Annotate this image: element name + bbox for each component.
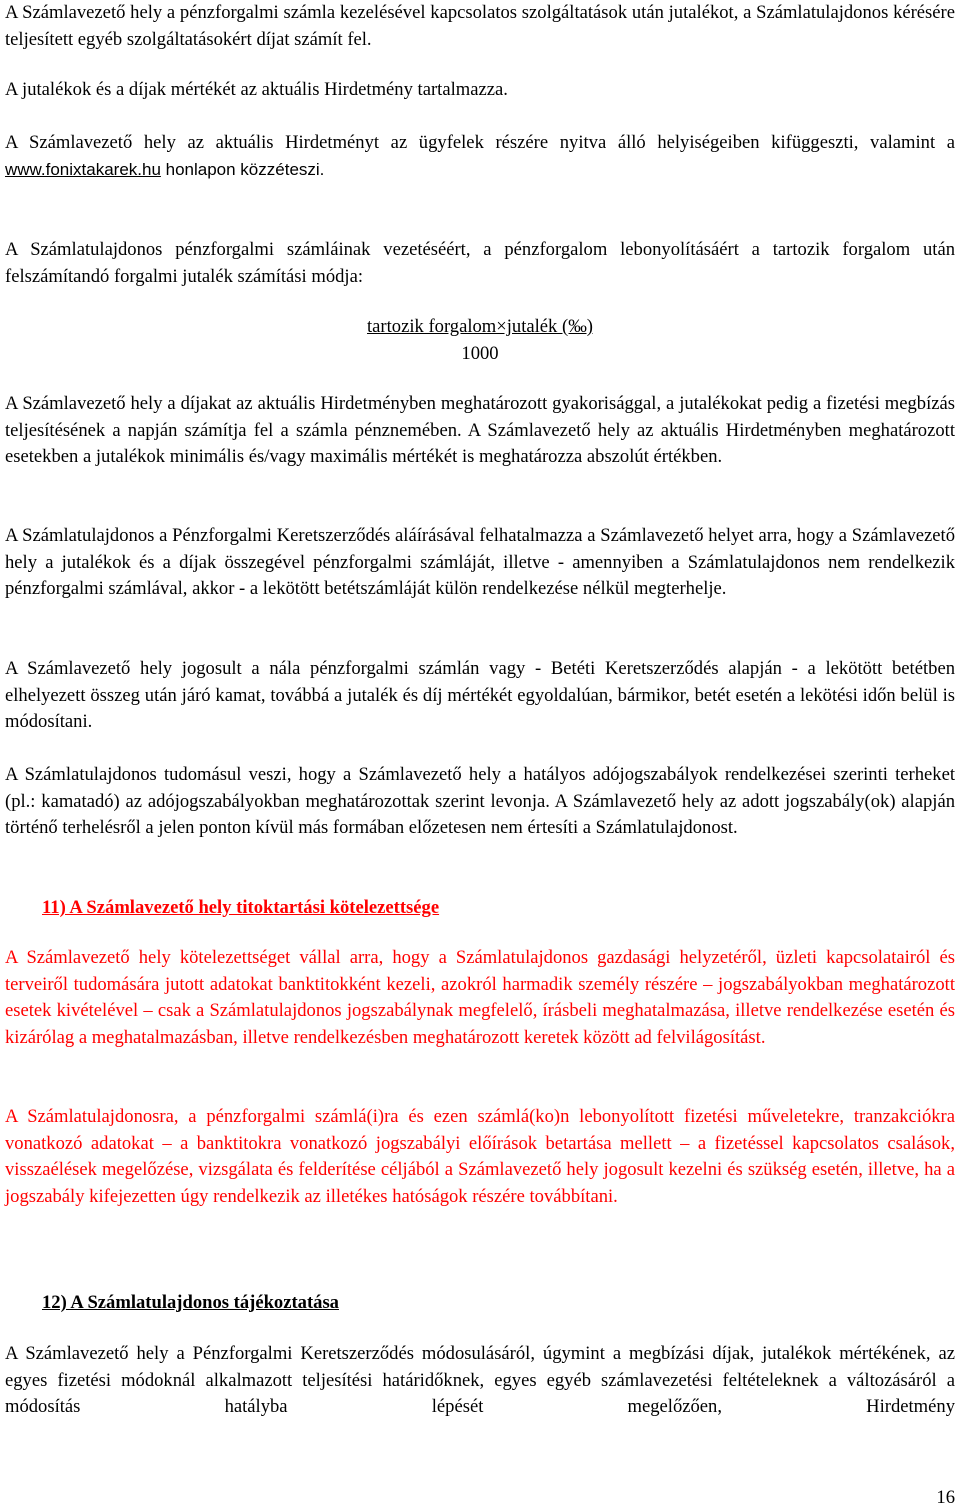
paragraph-fees-hirdetmeny: A jutalékok és a díjak mértékét az aktuális Hirdetmény tartalmazza. [5, 79, 508, 100]
paragraph-hirdetmeny-publish-text: A Számlavezető hely az aktuális Hirdetményt az ügyfelek részére nyitva álló helyiségeiben kifüggeszti, valamint a [5, 132, 955, 153]
website-link[interactable]: www.fonixtakarek.hu [5, 159, 161, 179]
paragraph-bank-secrecy: A Számlavezető hely kötelezettséget vállal arra, hogy a Számlatulajdonos gazdasági helyzetéről, üzleti kapcsolatairól és terveiről tudomására jutott adatokat banktitokként kezeli, azokról harmadik személy részére – jogszabályokban meghatározott esetek kivételével – csak a Számlatulajdonos jogszabálynak megfelelő, írásbeli meghatalmazása, illetve rendelkezése esetén és kizárólag a meghatalmazásban, illetve rendelkezésben meghatározott keretek között ad felvilágosítást. [5, 947, 955, 1048]
paragraph-client-information: A Számlavezető hely a Pénzforgalmi Keretszerződés módosulásáról, úgymint a megbízási díjak, jutalékok mértékének, az egyes fizetési módoknál alkalmazott teljesítési határidőknek, egyes egyéb számlavezetési feltételeknek a változásáról a módosítás hatályba lépését megelőzően, Hirdetmény [5, 1343, 955, 1417]
formula-numerator: tartozik forgalom×jutalék (‰) [367, 316, 593, 337]
formula-denominator: 1000 [461, 342, 499, 364]
paragraph-rate-modification: A Számlavezető hely jogosult a nála pénzforgalmi számlán vagy - Betéti Keretszerződés alapján - a lekötött betétben elhelyezett összeg után járó kamat, továbbá a jutalék és díj mértékét egyoldalúan, bármikor, betét esetén a lekötési időn belül is módosítani. [5, 658, 955, 732]
commission-formula [5, 314, 955, 367]
paragraph-fee-timing: A Számlavezető hely a díjakat az aktuális Hirdetményben meghatározott gyakorisággal, a jutalékokat pedig a fizetési megbízás teljesítésének a napján számítja fel a számla pénznemében. A Számlavezető hely az aktuális Hirdetményben meghatározott esetekben a jutalékok minimális és/vagy maximális mértékét is meghatározza abszolút értékben. [5, 393, 955, 467]
section-heading-11: 11) A Számlavezető hely titoktartási kötelezettsége [42, 897, 440, 918]
paragraph-authorization: A Számlatulajdonos a Pénzforgalmi Keretszerződés aláírásával felhatalmazza a Számlavezető helyet arra, hogy a Számlavezető hely a jutalékok és a díjak összegével pénzforgalmi számláját, illetve - amennyiben a Számlatulajdonos nem rendelkezik pénzforgalmi számlával, akkor - a lekötött betétszámláját külön rendelkezése nélkül megterhelje. [5, 525, 955, 599]
paragraph-fees-intro: A Számlavezető hely a pénzforgalmi számla kezelésével kapcsolatos szolgáltatások után jutalékot, a Számlatulajdonos kérésére teljesített egyéb szolgáltatásokért díjat számít fel. [5, 2, 955, 50]
paragraph-hirdetmeny-publish [5, 130, 955, 183]
paragraph-tax-deduction: A Számlatulajdonos tudomásul veszi, hogy a Számlavezető hely a hatályos adójogszabályok rendelkezései szerinti terheket (pl.: kamatadó) az adójogszabályokban meghatározottak szerint levonja. A Számlavezető hely az adott jogszabály(ok) alapján történő terhelésről a jelen ponton kívül más formában előzetesen nem értesíti a Számlatulajdonost. [5, 764, 955, 838]
paragraph-data-handling: A Számlatulajdonosra, a pénzforgalmi számlá(i)ra és ezen számlá(ko)n lebonyolított fizetési műveletekre, tranzakciókra vonatkozó adatokat – a banktitokra vonatkozó jogszabályi előírások betartása mellett – a fizetéssel kapcsolatos csalások, visszaélések megelőzése, vizsgálata és felderítése céljából a Számlavezető hely jogosult kezelni és szükség esetén, illetve, ha a jogszabály kifejezetten úgy rendelkezik az illetékes hatóságok részére továbbítani. [5, 1106, 955, 1207]
paragraph-hirdetmeny-publish-end: honlapon közzéteszi. [160, 159, 325, 179]
page-number: 16 [936, 1487, 955, 1508]
paragraph-commission-method: A Számlatulajdonos pénzforgalmi számláinak vezetéséért, a pénzforgalom lebonyolításáért a tartozik forgalom után felszámítandó forgalmi jutalék számítási módja: [5, 239, 955, 287]
section-heading-12: 12) A Számlatulajdonos tájékoztatása [42, 1292, 339, 1313]
